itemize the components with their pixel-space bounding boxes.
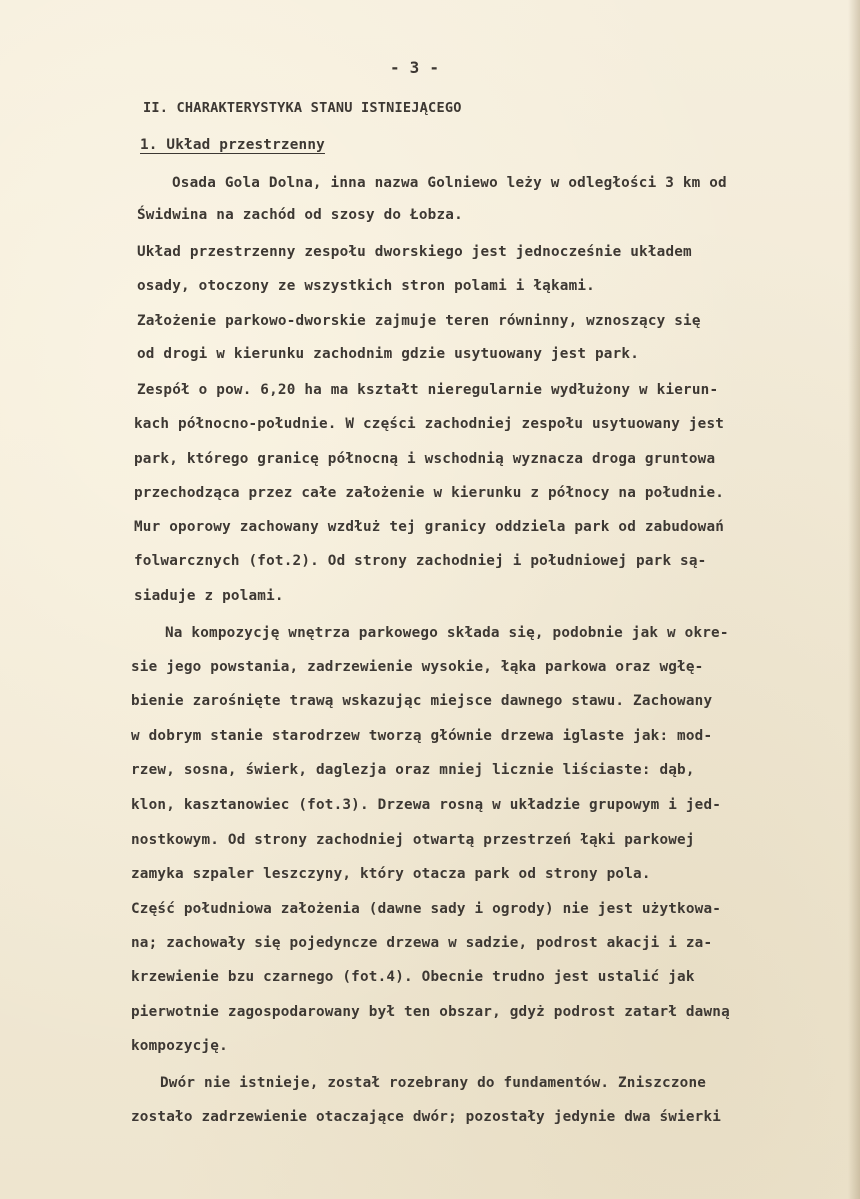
text-line: Zespół o pow. 6,20 ha ma kształt nieregularnie wydłużony w kierun- bbox=[137, 382, 719, 398]
text-line: zamyka szpaler leszczyny, który otacza park od strony pola. bbox=[131, 866, 651, 882]
text-line: bienie zarośnięte trawą wskazując miejsce dawnego stawu. Zachowany bbox=[131, 693, 713, 709]
section-title: II. CHARAKTERYSTYKA STANU ISTNIEJĄCEGO bbox=[143, 100, 462, 116]
text-line: sie jego powstania, zadrzewienie wysokie, łąka parkowa oraz wgłę- bbox=[131, 659, 704, 675]
text-line: zostało zadrzewienie otaczające dwór; pozostały jedynie dwa świerki bbox=[131, 1109, 722, 1125]
text-line: od drogi w kierunku zachodnim gdzie usytuowany jest park. bbox=[137, 346, 640, 362]
page-number: - 3 - bbox=[390, 58, 440, 77]
text-line: Założenie parkowo-dworskie zajmuje teren równinny, wznoszący się bbox=[137, 313, 701, 329]
text-line: klon, kasztanowiec (fot.3). Drzewa rosną w układzie grupowym i jed- bbox=[131, 797, 722, 813]
text-line: krzewienie bzu czarnego (fot.4). Obecnie trudno jest ustalić jak bbox=[131, 969, 695, 985]
text-line: Część południowa założenia (dawne sady i ogrody) nie jest użytkowa- bbox=[131, 901, 722, 917]
text-line: Układ przestrzenny zespołu dworskiego jest jednocześnie układem bbox=[137, 244, 692, 260]
text-line: Dwór nie istnieje, został rozebrany do fundamentów. Zniszczone bbox=[160, 1075, 707, 1091]
text-line: kach północno-południe. W części zachodniej zespołu usytuowany jest bbox=[134, 416, 725, 432]
page-edge-shadow bbox=[848, 0, 860, 1199]
text-line: osady, otoczony ze wszystkich stron polami i łąkami. bbox=[137, 278, 595, 294]
text-line: przechodząca przez całe założenie w kierunku z północy na południe. bbox=[134, 485, 725, 501]
text-line: Na kompozycję wnętrza parkowego składa się, podobnie jak w okre- bbox=[165, 625, 729, 641]
subsection-title: 1. Układ przestrzenny bbox=[140, 137, 325, 153]
text-line: folwarcznych (fot.2). Od strony zachodniej i południowej park są- bbox=[134, 553, 707, 569]
text-line: park, którego granicę północną i wschodnią wyznacza droga gruntowa bbox=[134, 451, 716, 467]
text-line: pierwotnie zagospodarowany był ten obszar, gdyż podrost zatarł dawną bbox=[131, 1004, 730, 1020]
text-line: Świdwina na zachód od szosy do Łobza. bbox=[137, 207, 463, 223]
text-line: kompozycję. bbox=[131, 1038, 228, 1054]
text-line: Mur oporowy zachowany wzdłuż tej granicy oddziela park od zabudowań bbox=[134, 519, 725, 535]
text-line: na; zachowały się pojedyncze drzewa w sadzie, podrost akacji i za- bbox=[131, 935, 713, 951]
text-line: nostkowym. Od strony zachodniej otwartą przestrzeń łąki parkowej bbox=[131, 832, 695, 848]
text-line: w dobrym stanie starodrzew tworzą głównie drzewa iglaste jak: mod- bbox=[131, 728, 713, 744]
text-line: rzew, sosna, świerk, daglezja oraz mniej licznie liściaste: dąb, bbox=[131, 762, 695, 778]
text-line: siaduje z polami. bbox=[134, 588, 284, 604]
text-line: Osada Gola Dolna, inna nazwa Golniewo leży w odległości 3 km od bbox=[172, 175, 727, 191]
